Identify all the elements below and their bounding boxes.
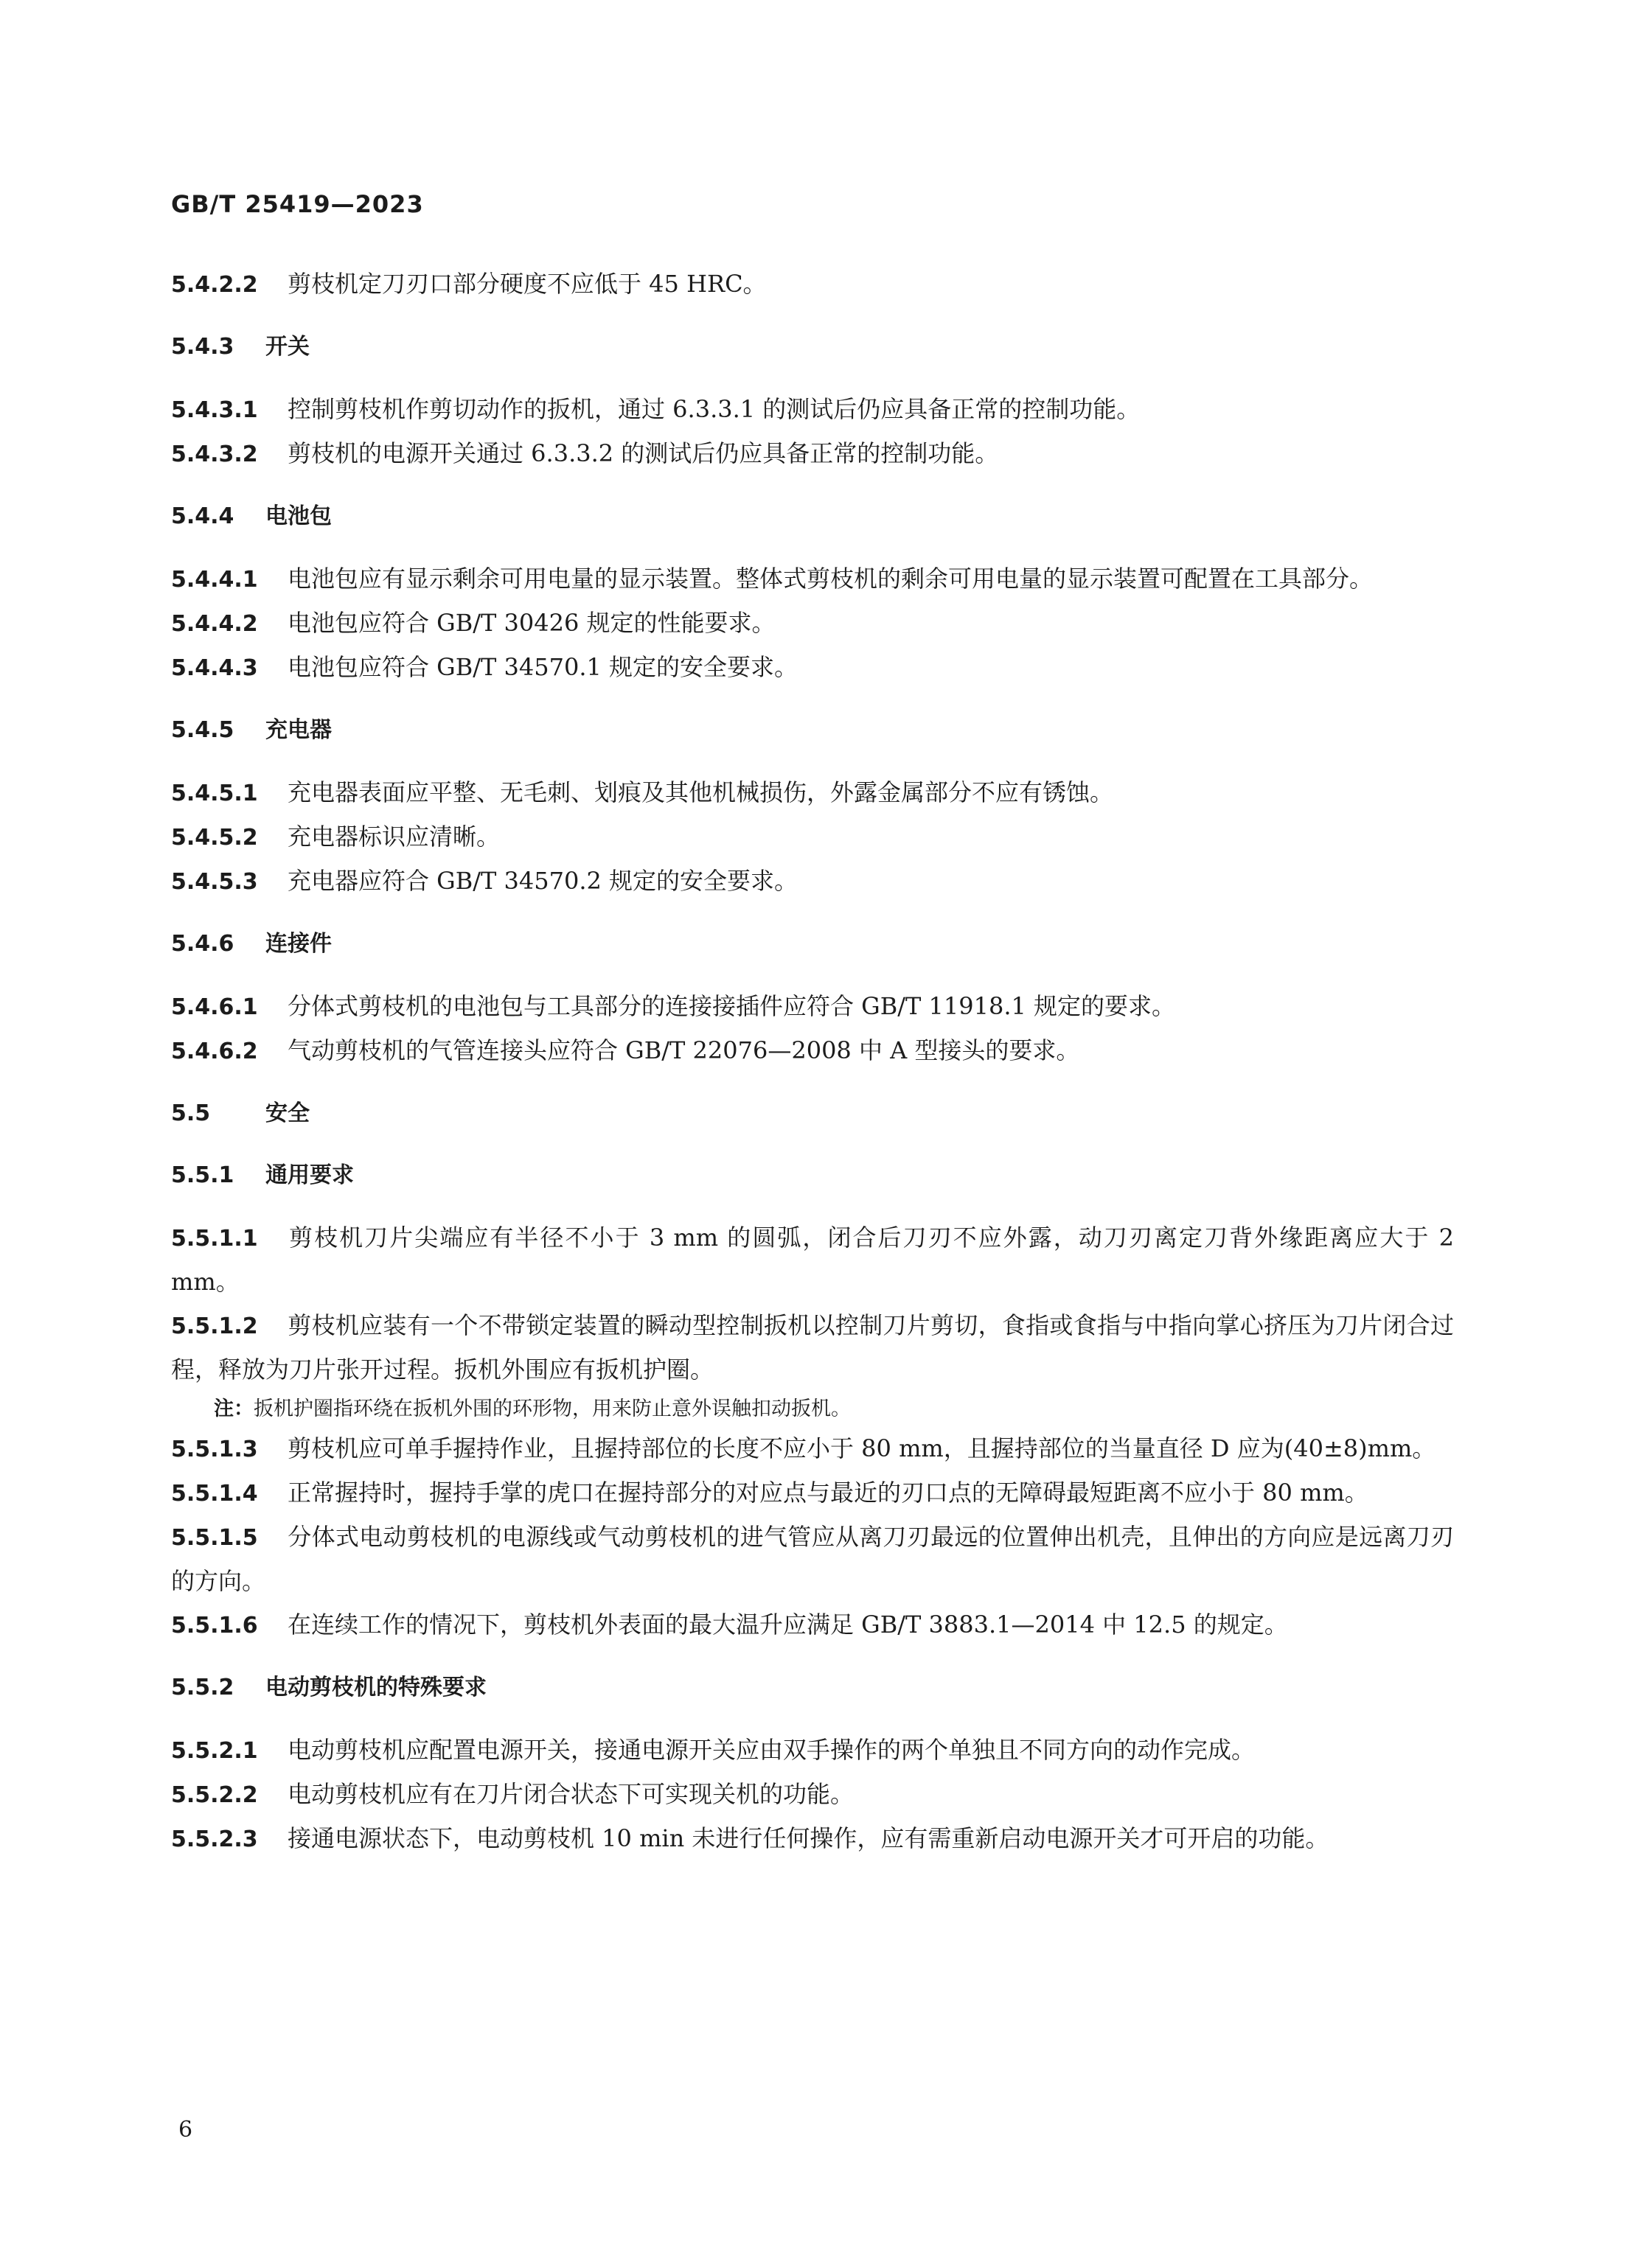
clause-5-5-1-6: 5.5.1.6 在连续工作的情况下，剪枝机外表面的最大温升应满足 GB/T 3883.1—2014 中 12.5 的规定。 xyxy=(171,1611,1288,1639)
clause-5-4-2-2: 5.4.2.2 剪枝机定刀刃口部分硬度不应低于 45 HRC。 xyxy=(171,270,767,298)
clause-5-5-2-3: 5.5.2.3 接通电源状态下，电动剪枝机 10 min 未进行任何操作，应有需重新启动电源开关才可开启的功能。 xyxy=(171,1824,1329,1852)
clause-5-4-5-2: 5.4.5.2 充电器标识应清晰。 xyxy=(171,823,501,851)
heading-5-5: 5.5 安全 xyxy=(171,1100,310,1126)
standard-number-header: GB/T 25419—2023 xyxy=(171,190,424,218)
clause-5-4-4-3: 5.4.4.3 电池包应符合 GB/T 34570.1 规定的安全要求。 xyxy=(171,653,798,681)
document-body xyxy=(171,262,1454,1861)
clause-5-4-4-1: 5.4.4.1 电池包应有显示剩余可用电量的显示装置。整体式剪枝机的剩余可用电量的显示装置可配置在工具部分。 xyxy=(171,565,1374,593)
heading-5-5-1: 5.5.1 通用要求 xyxy=(171,1162,354,1188)
clause-5-5-2-2: 5.5.2.2 电动剪枝机应有在刀片闭合状态下可实现关机的功能。 xyxy=(171,1780,855,1808)
clause-5-5-1-5: 5.5.1.5 分体式电动剪枝机的电源线或气动剪枝机的进气管应从离刀刃最远的位置伸出机壳，且伸出的方向应是远离刀刃的方向。 xyxy=(171,1523,1454,1595)
clause-5-5-1-1: 5.5.1.1 剪枝机刀片尖端应有半径不小于 3 mm 的圆弧，闭合后刀刃不应外露，动刀刃离定刀背外缘距离应大于 2 mm。 xyxy=(171,1224,1454,1296)
heading-5-4-4: 5.4.4 电池包 xyxy=(171,503,332,529)
heading-5-4-3: 5.4.3 开关 xyxy=(171,334,310,360)
clause-5-4-3-2: 5.4.3.2 剪枝机的电源开关通过 6.3.3.2 的测试后仍应具备正常的控制功能。 xyxy=(171,439,999,467)
clause-5-4-5-3: 5.4.5.3 充电器应符合 GB/T 34570.2 规定的安全要求。 xyxy=(171,867,798,895)
clause-5-5-1-4: 5.5.1.4 正常握持时，握持手掌的虎口在握持部分的对应点与最近的刃口点的无障碍最短距离不应小于 80 mm。 xyxy=(171,1479,1368,1507)
clause-5-4-5-1: 5.4.5.1 充电器表面应平整、无毛刺、划痕及其他机械损伤，外露金属部分不应有锈蚀。 xyxy=(171,778,1114,806)
heading-5-4-6: 5.4.6 连接件 xyxy=(171,931,332,957)
note-label: 注： xyxy=(214,1398,254,1420)
clause-5-4-6-2: 5.4.6.2 气动剪枝机的气管连接头应符合 GB/T 22076—2008 中 A 型接头的要求。 xyxy=(171,1036,1080,1064)
page-number: 6 xyxy=(178,2117,193,2143)
clause-5-4-6-1: 5.4.6.1 分体式剪枝机的电池包与工具部分的连接接插件应符合 GB/T 11918.1 规定的要求。 xyxy=(171,992,1176,1020)
clause-5-5-1-2: 5.5.1.2 剪枝机应装有一个不带锁定装置的瞬动型控制扳机以控制刀片剪切，食指或食指与中指向掌心挤压为刀片闭合过程，释放为刀片张开过程。扳机外围应有扳机护圈。 xyxy=(171,1311,1454,1384)
heading-5-5-2: 5.5.2 电动剪枝机的特殊要求 xyxy=(171,1675,487,1700)
note-text: 扳机护圈指环绕在扳机外围的环形物，用来防止意外误触扣动扳机。 xyxy=(254,1398,851,1420)
clause-5-5-1-3: 5.5.1.3 剪枝机应可单手握持作业，且握持部位的长度不应小于 80 mm，且握持部位的当量直径 D 应为(40±8)mm。 xyxy=(171,1434,1436,1462)
heading-5-4-5: 5.4.5 充电器 xyxy=(171,717,332,743)
clause-5-4-3-1: 5.4.3.1 控制剪枝机作剪切动作的扳机，通过 6.3.3.1 的测试后仍应具备正常的控制功能。 xyxy=(171,395,1141,423)
clause-5-5-2-1: 5.5.2.1 电动剪枝机应配置电源开关，接通电源开关应由双手操作的两个单独且不同方向的动作完成。 xyxy=(171,1736,1256,1764)
note-trigger-guard xyxy=(171,1392,1454,1427)
clause-5-4-4-2: 5.4.4.2 电池包应符合 GB/T 30426 规定的性能要求。 xyxy=(171,609,776,637)
